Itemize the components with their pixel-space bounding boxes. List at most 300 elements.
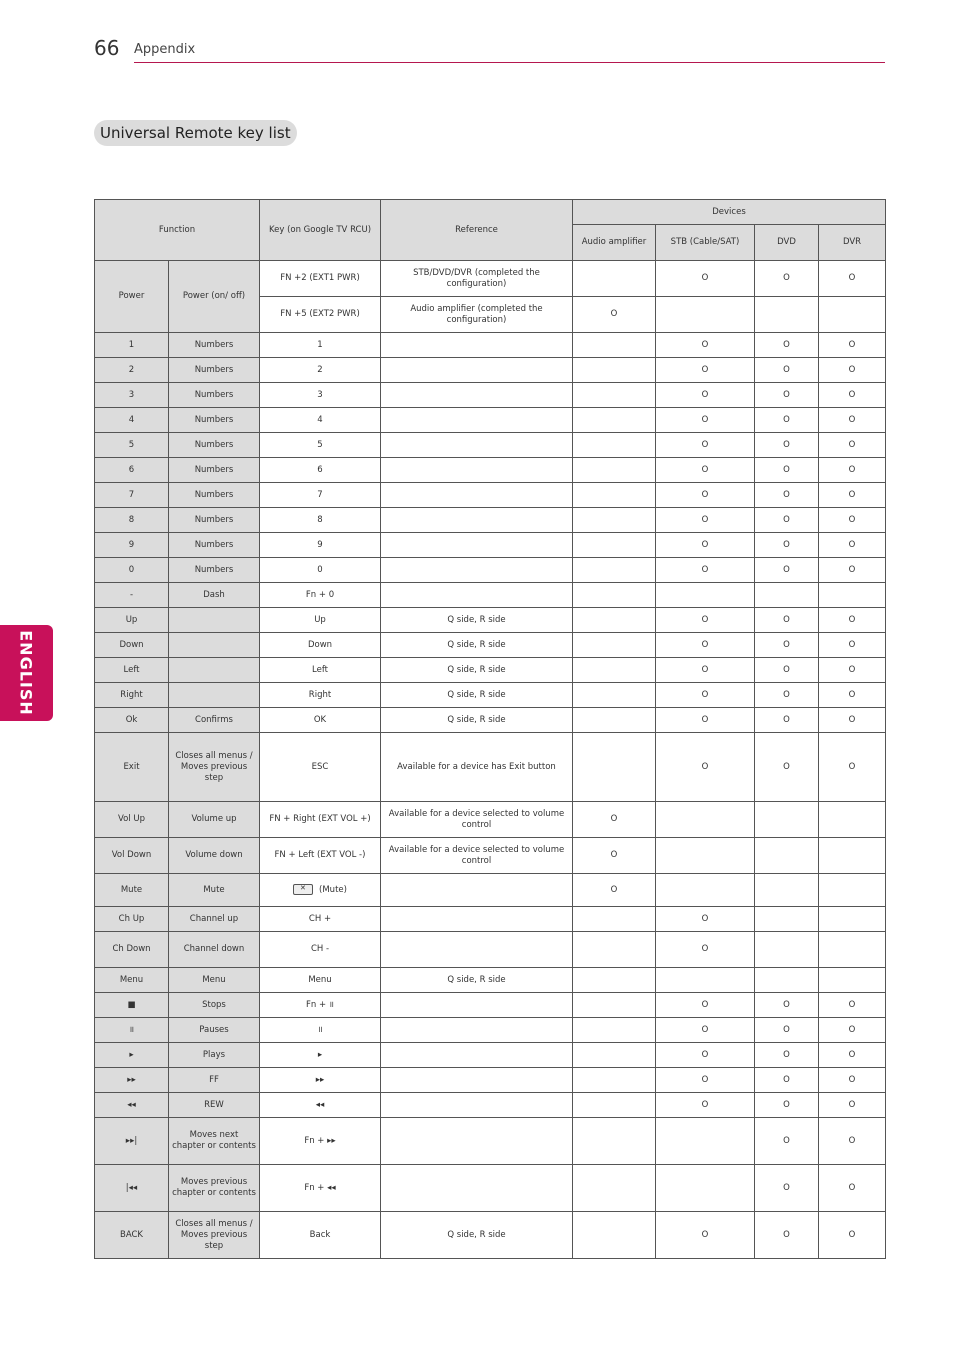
reference-cell — [381, 907, 573, 932]
dvd-cell — [755, 932, 819, 968]
key-cell: ESC — [260, 733, 381, 802]
table-row — [95, 1068, 886, 1093]
dvd-cell: O — [755, 558, 819, 583]
description-cell: Numbers — [169, 558, 260, 583]
description-cell: Numbers — [169, 358, 260, 383]
table-row — [95, 1018, 886, 1043]
key-cell: 6 — [260, 458, 381, 483]
dvd-cell: O — [755, 458, 819, 483]
mute-icon — [293, 884, 313, 895]
key-cell — [260, 874, 381, 907]
audio-cell — [573, 261, 656, 297]
stb-cell: O — [656, 1068, 755, 1093]
table-row — [95, 993, 886, 1018]
dvr-cell: O — [819, 433, 886, 458]
stb-cell — [656, 968, 755, 993]
function-cell: 9 — [95, 533, 169, 558]
function-cell: Mute — [95, 874, 169, 907]
reference-cell — [381, 1093, 573, 1118]
dvd-cell: O — [755, 633, 819, 658]
stb-cell — [656, 802, 755, 838]
reference-cell — [381, 932, 573, 968]
stb-cell: O — [656, 708, 755, 733]
audio-cell: O — [573, 297, 656, 333]
table-row — [95, 968, 886, 993]
dvr-cell: O — [819, 383, 886, 408]
table-row — [95, 658, 886, 683]
description-cell: Closes all menus / Moves previous step — [169, 1212, 260, 1259]
description-cell: Channel down — [169, 932, 260, 968]
key-cell: FN +2 (EXT1 PWR) — [260, 261, 381, 297]
table-row — [95, 838, 886, 874]
function-cell: Up — [95, 608, 169, 633]
dvr-cell — [819, 874, 886, 907]
reference-cell: Q side, R side — [381, 608, 573, 633]
function-cell: 3 — [95, 383, 169, 408]
function-cell: 2 — [95, 358, 169, 383]
dvd-cell: O — [755, 1093, 819, 1118]
function-cell: ॥ — [95, 1018, 169, 1043]
reference-cell — [381, 1118, 573, 1165]
table-row — [95, 383, 886, 408]
stb-cell: O — [656, 633, 755, 658]
reference-cell — [381, 333, 573, 358]
table-row — [95, 458, 886, 483]
header-dvr: DVR — [819, 225, 886, 261]
dvd-cell: O — [755, 1068, 819, 1093]
key-cell: Up — [260, 608, 381, 633]
stb-cell: O — [656, 508, 755, 533]
page-number: 66 — [94, 36, 120, 60]
dvr-cell: O — [819, 608, 886, 633]
key-cell: Down — [260, 633, 381, 658]
audio-cell — [573, 993, 656, 1018]
dvd-cell — [755, 297, 819, 333]
audio-cell — [573, 932, 656, 968]
dvr-cell — [819, 802, 886, 838]
description-cell: Numbers — [169, 333, 260, 358]
key-cell: Fn + 0 — [260, 583, 381, 608]
reference-cell — [381, 558, 573, 583]
dvd-cell: O — [755, 993, 819, 1018]
audio-cell — [573, 533, 656, 558]
dvd-cell: O — [755, 408, 819, 433]
audio-cell — [573, 408, 656, 433]
function-cell: 4 — [95, 408, 169, 433]
key-cell: OK — [260, 708, 381, 733]
function-cell: 5 — [95, 433, 169, 458]
dvd-cell — [755, 968, 819, 993]
audio-cell — [573, 458, 656, 483]
function-cell: ▸▸| — [95, 1118, 169, 1165]
reference-cell: Q side, R side — [381, 968, 573, 993]
reference-cell — [381, 874, 573, 907]
stb-cell: O — [656, 483, 755, 508]
audio-cell — [573, 968, 656, 993]
audio-cell — [573, 1165, 656, 1212]
reference-cell — [381, 458, 573, 483]
stb-cell: O — [656, 993, 755, 1018]
stb-cell: O — [656, 558, 755, 583]
description-cell: Numbers — [169, 458, 260, 483]
stb-cell: O — [656, 1212, 755, 1259]
audio-cell — [573, 433, 656, 458]
table-row — [95, 1118, 886, 1165]
dvd-cell: O — [755, 261, 819, 297]
description-cell — [169, 658, 260, 683]
function-cell: Ok — [95, 708, 169, 733]
dvr-cell: O — [819, 458, 886, 483]
function-cell: ◂◂ — [95, 1093, 169, 1118]
key-cell: FN + Left (EXT VOL -) — [260, 838, 381, 874]
reference-cell — [381, 358, 573, 383]
key-cell: 0 — [260, 558, 381, 583]
stb-cell: O — [656, 1018, 755, 1043]
description-cell — [169, 633, 260, 658]
reference-cell: Available for a device has Exit button — [381, 733, 573, 802]
audio-cell — [573, 733, 656, 802]
dvd-cell: O — [755, 433, 819, 458]
function-cell: Vol Up — [95, 802, 169, 838]
description-cell: Moves previous chapter or contents — [169, 1165, 260, 1212]
table-row — [95, 874, 886, 907]
table-row — [95, 608, 886, 633]
description-cell: Channel up — [169, 907, 260, 932]
function-cell: ■ — [95, 993, 169, 1018]
reference-cell: Available for a device selected to volume control — [381, 802, 573, 838]
function-cell: Down — [95, 633, 169, 658]
function-cell: Ch Up — [95, 907, 169, 932]
reference-cell — [381, 993, 573, 1018]
dvr-cell: O — [819, 533, 886, 558]
dvr-cell: O — [819, 658, 886, 683]
dvr-cell — [819, 583, 886, 608]
audio-cell — [573, 333, 656, 358]
dvd-cell — [755, 838, 819, 874]
reference-cell: Q side, R side — [381, 1212, 573, 1259]
dvr-cell — [819, 838, 886, 874]
key-cell: 9 — [260, 533, 381, 558]
function-cell: 1 — [95, 333, 169, 358]
key-cell: 2 — [260, 358, 381, 383]
dvr-cell: O — [819, 408, 886, 433]
dvd-cell — [755, 583, 819, 608]
description-cell: Pauses — [169, 1018, 260, 1043]
function-cell: - — [95, 583, 169, 608]
dvr-cell: O — [819, 1043, 886, 1068]
key-cell: ▸▸ — [260, 1068, 381, 1093]
reference-cell: Q side, R side — [381, 658, 573, 683]
description-cell: Volume down — [169, 838, 260, 874]
dvd-cell: O — [755, 658, 819, 683]
stb-cell — [656, 297, 755, 333]
description-cell — [169, 683, 260, 708]
reference-cell — [381, 433, 573, 458]
dvd-cell: O — [755, 1118, 819, 1165]
key-cell: CH + — [260, 907, 381, 932]
table-row — [95, 483, 886, 508]
audio-cell — [573, 1043, 656, 1068]
function-cell: ▸▸ — [95, 1068, 169, 1093]
stb-cell: O — [656, 358, 755, 383]
reference-cell: Q side, R side — [381, 683, 573, 708]
function-cell: |◂◂ — [95, 1165, 169, 1212]
audio-cell — [573, 907, 656, 932]
dvr-cell — [819, 932, 886, 968]
dvr-cell: O — [819, 1093, 886, 1118]
reference-cell — [381, 508, 573, 533]
dvd-cell: O — [755, 508, 819, 533]
description-cell: Numbers — [169, 408, 260, 433]
dvd-cell: O — [755, 1212, 819, 1259]
stb-cell: O — [656, 658, 755, 683]
description-cell: Numbers — [169, 508, 260, 533]
function-cell: Power — [95, 261, 169, 333]
function-cell: 7 — [95, 483, 169, 508]
dvr-cell: O — [819, 633, 886, 658]
key-label: (Mute) — [319, 885, 347, 895]
audio-cell — [573, 1018, 656, 1043]
key-cell: 4 — [260, 408, 381, 433]
key-cell: Left — [260, 658, 381, 683]
audio-cell — [573, 658, 656, 683]
table-row — [95, 333, 886, 358]
header-audio: Audio amplifier — [573, 225, 656, 261]
dvr-cell: O — [819, 261, 886, 297]
dvr-cell — [819, 968, 886, 993]
stb-cell: O — [656, 458, 755, 483]
dvd-cell — [755, 802, 819, 838]
dvd-cell — [755, 907, 819, 932]
key-cell: FN + Right (EXT VOL +) — [260, 802, 381, 838]
description-cell: Moves next chapter or contents — [169, 1118, 260, 1165]
table-row — [95, 433, 886, 458]
page-title: Universal Remote key list — [94, 120, 297, 146]
stb-cell: O — [656, 608, 755, 633]
dvd-cell: O — [755, 1018, 819, 1043]
table-row — [95, 802, 886, 838]
table-row — [95, 683, 886, 708]
key-cell: 7 — [260, 483, 381, 508]
table-row — [95, 533, 886, 558]
dvd-cell: O — [755, 683, 819, 708]
key-cell: 3 — [260, 383, 381, 408]
reference-cell — [381, 383, 573, 408]
dvd-cell: O — [755, 483, 819, 508]
dvr-cell: O — [819, 558, 886, 583]
audio-cell — [573, 1068, 656, 1093]
description-cell: Closes all menus / Moves previous step — [169, 733, 260, 802]
function-cell: Ch Down — [95, 932, 169, 968]
audio-cell — [573, 358, 656, 383]
table-row — [95, 932, 886, 968]
key-cell: Fn + ॥ — [260, 993, 381, 1018]
function-cell: 8 — [95, 508, 169, 533]
stb-cell: O — [656, 733, 755, 802]
table-row — [95, 358, 886, 383]
dvr-cell: O — [819, 1068, 886, 1093]
stb-cell — [656, 838, 755, 874]
description-cell — [169, 608, 260, 633]
description-cell: Confirms — [169, 708, 260, 733]
audio-cell — [573, 1093, 656, 1118]
description-cell: Numbers — [169, 533, 260, 558]
audio-cell — [573, 508, 656, 533]
description-cell: Mute — [169, 874, 260, 907]
dvr-cell: O — [819, 1018, 886, 1043]
stb-cell: O — [656, 533, 755, 558]
stb-cell — [656, 874, 755, 907]
dvd-cell: O — [755, 533, 819, 558]
table-row — [95, 1043, 886, 1068]
table-row — [95, 583, 886, 608]
header-devices: Devices — [573, 200, 886, 225]
function-cell: Left — [95, 658, 169, 683]
table-row — [95, 558, 886, 583]
dvd-cell — [755, 874, 819, 907]
description-cell: Numbers — [169, 433, 260, 458]
header-stb: STB (Cable/SAT) — [656, 225, 755, 261]
stb-cell: O — [656, 907, 755, 932]
reference-cell: Audio amplifier (completed the configuration) — [381, 297, 573, 333]
stb-cell: O — [656, 433, 755, 458]
reference-cell — [381, 1018, 573, 1043]
dvr-cell: O — [819, 333, 886, 358]
stb-cell: O — [656, 408, 755, 433]
dvr-cell: O — [819, 993, 886, 1018]
dvr-cell: O — [819, 1165, 886, 1212]
header-dvd: DVD — [755, 225, 819, 261]
function-cell: 0 — [95, 558, 169, 583]
key-cell: Fn + ▸▸ — [260, 1118, 381, 1165]
dvr-cell — [819, 907, 886, 932]
dvd-cell: O — [755, 383, 819, 408]
key-cell: Back — [260, 1212, 381, 1259]
audio-cell — [573, 608, 656, 633]
header-function: Function — [95, 200, 260, 261]
key-cell: ॥ — [260, 1018, 381, 1043]
header-rule — [134, 62, 885, 63]
reference-cell — [381, 1043, 573, 1068]
audio-cell — [573, 383, 656, 408]
header-reference: Reference — [381, 200, 573, 261]
dvr-cell: O — [819, 708, 886, 733]
dvr-cell: O — [819, 1118, 886, 1165]
stb-cell: O — [656, 683, 755, 708]
key-cell: Fn + ◂◂ — [260, 1165, 381, 1212]
description-cell: Volume up — [169, 802, 260, 838]
stb-cell: O — [656, 261, 755, 297]
audio-cell: O — [573, 802, 656, 838]
audio-cell — [573, 483, 656, 508]
key-cell: ◂◂ — [260, 1093, 381, 1118]
audio-cell: O — [573, 874, 656, 907]
dvr-cell: O — [819, 483, 886, 508]
description-cell: Dash — [169, 583, 260, 608]
audio-cell — [573, 683, 656, 708]
dvd-cell: O — [755, 1043, 819, 1068]
audio-cell — [573, 583, 656, 608]
function-cell: 6 — [95, 458, 169, 483]
audio-cell — [573, 708, 656, 733]
dvd-cell: O — [755, 708, 819, 733]
table-row — [95, 733, 886, 802]
description-cell: Menu — [169, 968, 260, 993]
stb-cell — [656, 1118, 755, 1165]
reference-cell: Q side, R side — [381, 633, 573, 658]
dvd-cell: O — [755, 608, 819, 633]
key-cell: CH - — [260, 932, 381, 968]
description-cell: Plays — [169, 1043, 260, 1068]
table-row — [95, 1165, 886, 1212]
table-row — [95, 408, 886, 433]
function-cell: Vol Down — [95, 838, 169, 874]
dvr-cell: O — [819, 508, 886, 533]
dvr-cell — [819, 297, 886, 333]
key-cell: Right — [260, 683, 381, 708]
key-cell: ▸ — [260, 1043, 381, 1068]
reference-cell — [381, 1068, 573, 1093]
dvd-cell: O — [755, 1165, 819, 1212]
table-row — [95, 708, 886, 733]
description-cell: Numbers — [169, 483, 260, 508]
reference-cell — [381, 1165, 573, 1212]
reference-cell — [381, 483, 573, 508]
function-cell: BACK — [95, 1212, 169, 1259]
stb-cell — [656, 583, 755, 608]
table-row — [95, 1093, 886, 1118]
language-tab-label: ENGLISH — [16, 630, 36, 716]
remote-key-table — [94, 199, 886, 1259]
reference-cell: Available for a device selected to volume control — [381, 838, 573, 874]
dvd-cell: O — [755, 333, 819, 358]
dvd-cell: O — [755, 733, 819, 802]
key-cell: Menu — [260, 968, 381, 993]
stb-cell: O — [656, 383, 755, 408]
audio-cell — [573, 1212, 656, 1259]
dvr-cell: O — [819, 733, 886, 802]
dvd-cell: O — [755, 358, 819, 383]
audio-cell: O — [573, 838, 656, 874]
function-cell: Exit — [95, 733, 169, 802]
table-row — [95, 907, 886, 932]
table-row — [95, 633, 886, 658]
stb-cell — [656, 1165, 755, 1212]
audio-cell — [573, 633, 656, 658]
header-key: Key (on Google TV RCU) — [260, 200, 381, 261]
reference-cell — [381, 533, 573, 558]
key-cell: 8 — [260, 508, 381, 533]
table-row — [95, 261, 886, 297]
description-cell: Numbers — [169, 383, 260, 408]
stb-cell: O — [656, 333, 755, 358]
function-cell: Right — [95, 683, 169, 708]
description-cell: Power (on/ off) — [169, 261, 260, 333]
audio-cell — [573, 1118, 656, 1165]
dvr-cell: O — [819, 683, 886, 708]
key-cell: 1 — [260, 333, 381, 358]
table-row — [95, 1212, 886, 1259]
key-cell: FN +5 (EXT2 PWR) — [260, 297, 381, 333]
language-tab — [0, 625, 53, 721]
description-cell: Stops — [169, 993, 260, 1018]
table-row — [95, 508, 886, 533]
dvr-cell: O — [819, 1212, 886, 1259]
reference-cell: Q side, R side — [381, 708, 573, 733]
stb-cell: O — [656, 1093, 755, 1118]
reference-cell: STB/DVD/DVR (completed the configuration) — [381, 261, 573, 297]
function-cell: ▸ — [95, 1043, 169, 1068]
